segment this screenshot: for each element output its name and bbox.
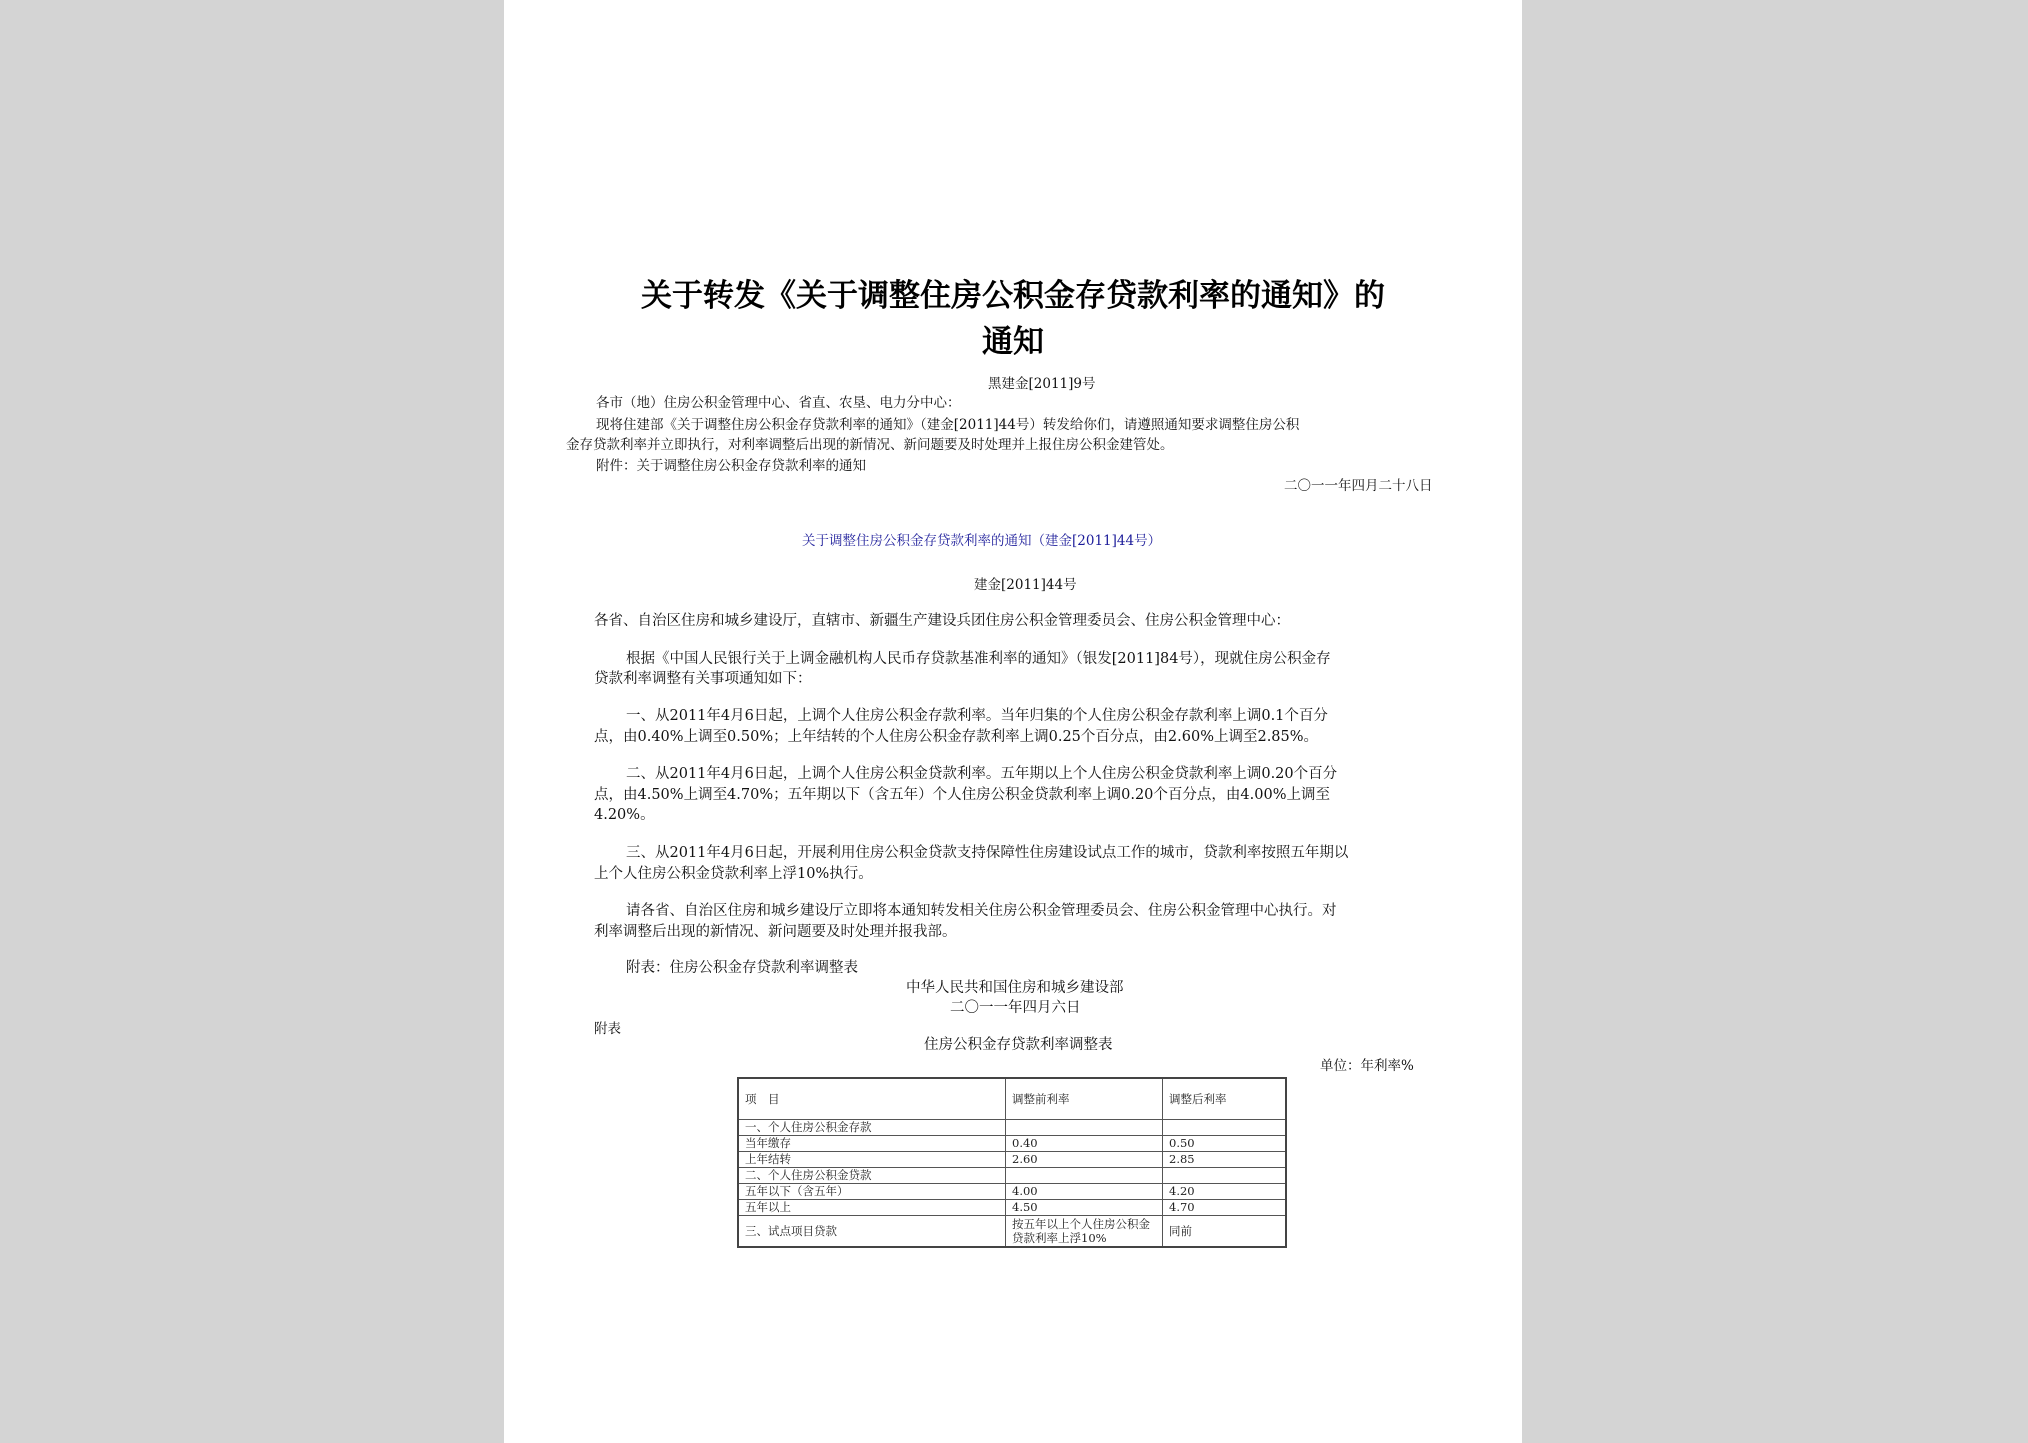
table-header-row <box>738 1078 1286 1120</box>
rate-table-unit: 单位：年利率% <box>1320 1058 1414 1074</box>
appendix-reference: 附表：住房公积金存贷款利率调整表 <box>626 960 858 976</box>
row-item: 当年缴存 <box>738 1136 1006 1152</box>
row-after: 2.85 <box>1163 1152 1287 1168</box>
table-row <box>738 1136 1286 1152</box>
attachment-doc-number: 建金[2011]44号 <box>974 577 1077 593</box>
row-after: 0.50 <box>1163 1136 1287 1152</box>
row-item: 三、试点项目贷款 <box>738 1216 1006 1248</box>
attachment-link-title[interactable]: 关于调整住房公积金存贷款利率的通知（建金[2011]44号） <box>802 533 1162 549</box>
row-after: 同前 <box>1163 1216 1287 1248</box>
row-before: 2.60 <box>1006 1152 1163 1168</box>
table-row <box>738 1168 1286 1184</box>
notice-recipients: 各市（地）住房公积金管理中心、省直、农垦、电力分中心： <box>596 395 961 411</box>
notice-title-line1: 关于转发《关于调整住房公积金存贷款利率的通知》的 <box>641 278 1385 314</box>
rate-table-title: 住房公积金存贷款利率调整表 <box>924 1037 1113 1053</box>
row-after <box>1163 1168 1287 1184</box>
row-after: 4.20 <box>1163 1184 1287 1200</box>
header-item: 项 目 <box>738 1078 1006 1120</box>
row-after <box>1163 1120 1287 1136</box>
row-after: 4.70 <box>1163 1200 1287 1216</box>
issue-date: 二〇一一年四月六日 <box>950 1000 1081 1016</box>
row-item: 一、个人住房公积金存款 <box>738 1120 1006 1136</box>
rate-table-label: 附表 <box>594 1021 621 1037</box>
row-before: 0.40 <box>1006 1136 1163 1152</box>
issuer-name: 中华人民共和国住房和城乡建设部 <box>906 980 1124 996</box>
table-row <box>738 1152 1286 1168</box>
item2-line2: 点，由4.50%上调至4.70%；五年期以下（含五年）个人住房公积金贷款利率上调0.20个百分点，由4.00%上调至 <box>594 787 1330 803</box>
notice-body-line2: 金存贷款利率并立即执行，对利率调整后出现的新情况、新问题要及时处理并上报住房公积金建管处。 <box>566 437 1174 453</box>
item3-line2: 上个人住房公积金贷款利率上浮10%执行。 <box>594 866 873 882</box>
document-page <box>504 0 1522 1443</box>
item1-line1: 一、从2011年4月6日起，上调个人住房公积金存款利率。当年归集的个人住房公积金存款利率上调0.1个百分 <box>626 708 1328 724</box>
row-item: 五年以下（含五年） <box>738 1184 1006 1200</box>
intro-line1: 根据《中国人民银行关于上调金融机构人民币存贷款基准利率的通知》（银发[2011]84号），现就住房公积金存 <box>626 651 1331 667</box>
notice-body-line1: 现将住建部《关于调整住房公积金存贷款利率的通知》（建金[2011]44号）转发给你们，请遵照通知要求调整住房公积 <box>596 417 1300 433</box>
header-after: 调整后利率 <box>1163 1078 1287 1120</box>
table-row <box>738 1184 1286 1200</box>
rate-table <box>737 1077 1287 1248</box>
item2-line1: 二、从2011年4月6日起，上调个人住房公积金贷款利率。五年期以上个人住房公积金贷款利率上调0.20个百分 <box>626 766 1338 782</box>
row-item: 二、个人住房公积金贷款 <box>738 1168 1006 1184</box>
table-row <box>738 1216 1286 1248</box>
notice-attachment: 附件：关于调整住房公积金存贷款利率的通知 <box>596 458 866 474</box>
row-before: 4.50 <box>1006 1200 1163 1216</box>
notice-title-line2: 通知 <box>982 324 1044 360</box>
row-before <box>1006 1168 1163 1184</box>
closing-line1: 请各省、自治区住房和城乡建设厅立即将本通知转发相关住房公积金管理委员会、住房公积金管理中心执行。对 <box>626 903 1337 919</box>
row-before <box>1006 1120 1163 1136</box>
table-row <box>738 1120 1286 1136</box>
row-before: 按五年以上个人住房公积金贷款利率上浮10% <box>1006 1216 1163 1248</box>
attachment-recipients: 各省、自治区住房和城乡建设厅，直辖市、新疆生产建设兵团住房公积金管理委员会、住房公积金管理中心： <box>594 613 1290 629</box>
notice-date: 二〇一一年四月二十八日 <box>1284 478 1433 494</box>
closing-line2: 利率调整后出现的新情况、新问题要及时处理并报我部。 <box>594 924 957 940</box>
item2-line3: 4.20%。 <box>594 807 655 823</box>
row-item: 五年以上 <box>738 1200 1006 1216</box>
table-row <box>738 1200 1286 1216</box>
notice-doc-number: 黑建金[2011]9号 <box>988 376 1096 392</box>
header-before: 调整前利率 <box>1006 1078 1163 1120</box>
intro-line2: 贷款利率调整有关事项通知如下： <box>594 671 812 687</box>
row-item: 上年结转 <box>738 1152 1006 1168</box>
row-before: 4.00 <box>1006 1184 1163 1200</box>
item3-line1: 三、从2011年4月6日起，开展利用住房公积金贷款支持保障性住房建设试点工作的城市，贷款利率按照五年期以 <box>626 845 1349 861</box>
item1-line2: 点，由0.40%上调至0.50%；上年结转的个人住房公积金存款利率上调0.25个百分点，由2.60%上调至2.85%。 <box>594 729 1319 745</box>
